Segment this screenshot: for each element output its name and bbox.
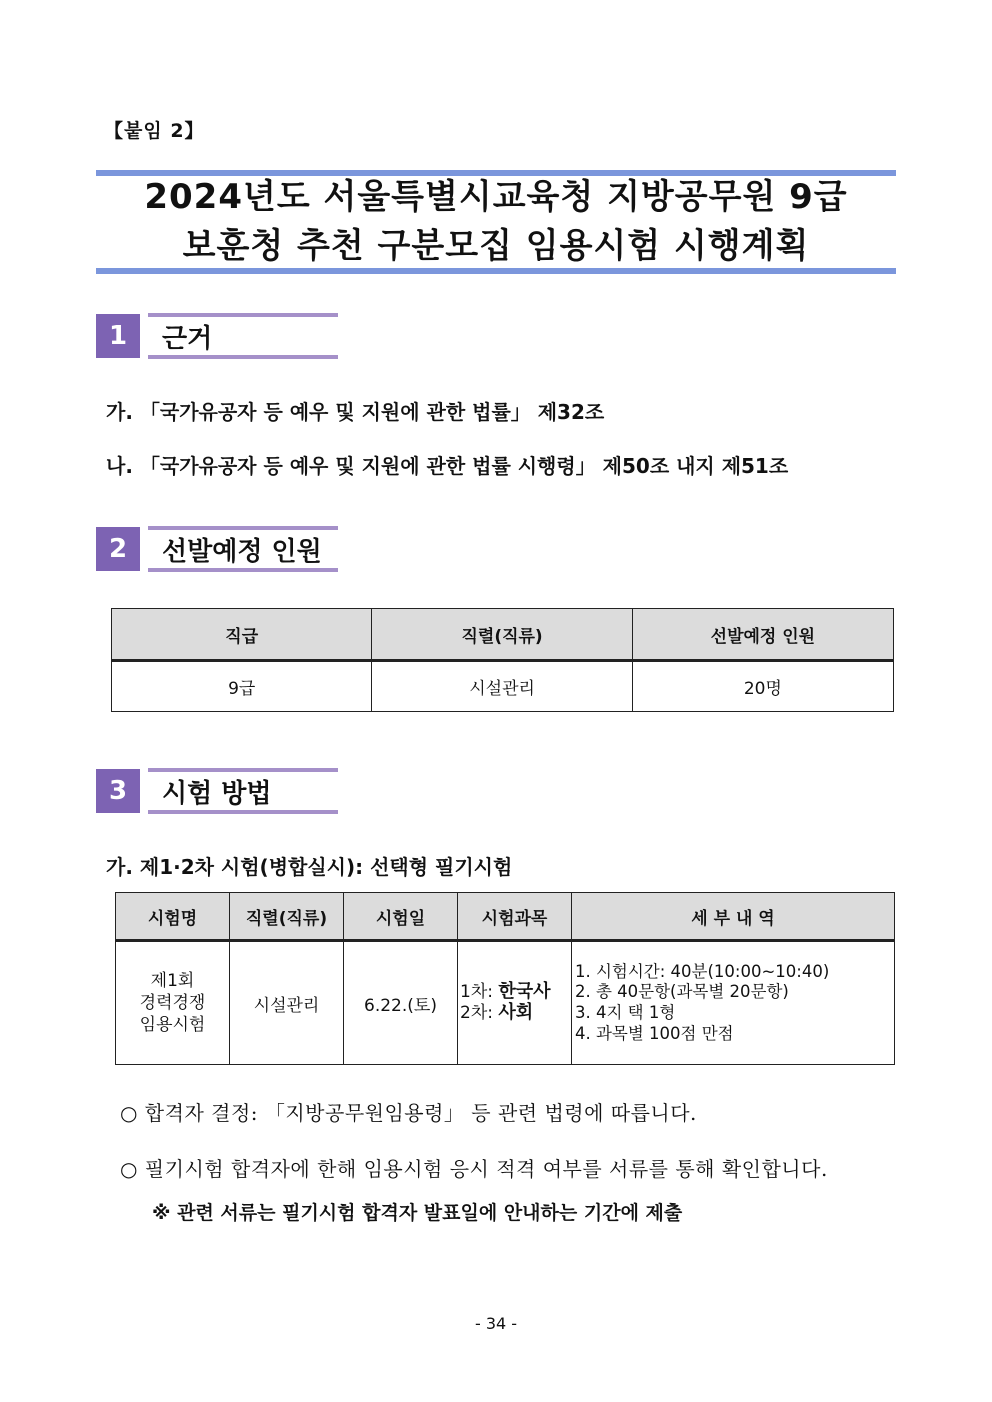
date-cell: 6.22.(토): [344, 941, 458, 1065]
basis-item-1: 가. 「국가유공자 등 예우 및 지원에 관한 법률」 제32조: [106, 400, 605, 424]
page-title-line2: 보훈청 추천 구분모집 임용시험 시행계획: [182, 226, 810, 266]
detail-item: 3. 4지 택 1형: [575, 1003, 676, 1022]
column-header: 직렬(직류): [230, 893, 344, 941]
bullet-item-2: ○ 필기시험 합격자에 한해 임용시험 응시 적격 여부를 서류를 통해 확인합니다.: [120, 1157, 828, 1181]
exam-name-line: 임용시험: [139, 1015, 206, 1036]
detail-item: 1. 시험시간: 40분(10:00~10:40): [575, 961, 830, 981]
table-cell: 20명: [632, 661, 893, 712]
page-title-line1: 2024년도 서울특별시교육청 지방공무원 9급: [144, 177, 848, 217]
section-2-number: 2: [96, 527, 140, 571]
subject-prefix: 2차:: [460, 1003, 493, 1023]
detail-item: 2. 총 40문항(과목별 20문항): [575, 982, 789, 1002]
series-cell: 시설관리: [230, 941, 344, 1065]
details-cell: [572, 941, 895, 1065]
exam-method-label: 가. 제1·2차 시험(병합실시): 선택형 필기시험: [106, 855, 513, 879]
table-header-row: [116, 893, 895, 941]
table-cell: 시설관리: [372, 661, 632, 712]
note-text: ※ 관련 서류는 필기시험 합격자 발표일에 안내하는 기간에 제출: [152, 1202, 683, 1224]
exam-name-line: 제1회: [150, 970, 195, 991]
table-row: [116, 941, 895, 1065]
exam-name-cell: [116, 941, 230, 1065]
attachment-label: 【붙임 2】: [104, 120, 205, 142]
page-number: - 34 -: [474, 1314, 518, 1333]
section-1-heading: 근거: [148, 313, 338, 359]
subject-name: 한국사: [498, 981, 551, 1003]
column-header: 직렬(직류): [372, 609, 632, 661]
table-header-row: [112, 609, 894, 661]
column-header: 시험과목: [458, 893, 572, 941]
column-header: 시험명: [116, 893, 230, 941]
exam-table: [115, 892, 895, 1065]
section-1-number: 1: [96, 314, 140, 358]
table-row: [112, 661, 894, 712]
column-header: 세 부 내 역: [572, 893, 895, 941]
detail-item: 4. 과목별 100점 만점: [575, 1023, 734, 1043]
table-cell: 9급: [112, 661, 372, 712]
section-3-number: 3: [96, 769, 140, 813]
title-bottom-rule: [96, 268, 896, 274]
subject-name: 사회: [498, 1002, 534, 1023]
section-2-heading: 선발예정 인원: [148, 526, 338, 572]
basis-item-2: 나. 「국가유공자 등 예우 및 지원에 관한 법률 시행령」 제50조 내지 제51조: [106, 454, 789, 478]
section-3-heading: 시험 방법: [148, 768, 338, 814]
selection-table: [111, 608, 894, 712]
column-header: 직급: [112, 609, 372, 661]
title-top-rule: [96, 170, 896, 176]
column-header: 시험일: [344, 893, 458, 941]
subject-prefix: 1차:: [460, 982, 493, 1003]
subjects-cell: [458, 941, 572, 1065]
exam-name-line: 경력경쟁: [139, 992, 206, 1013]
column-header: 선발예정 인원: [632, 609, 893, 661]
bullet-item-1: ○ 합격자 결정: 「지방공무원임용령」 등 관련 법령에 따릅니다.: [120, 1101, 697, 1125]
